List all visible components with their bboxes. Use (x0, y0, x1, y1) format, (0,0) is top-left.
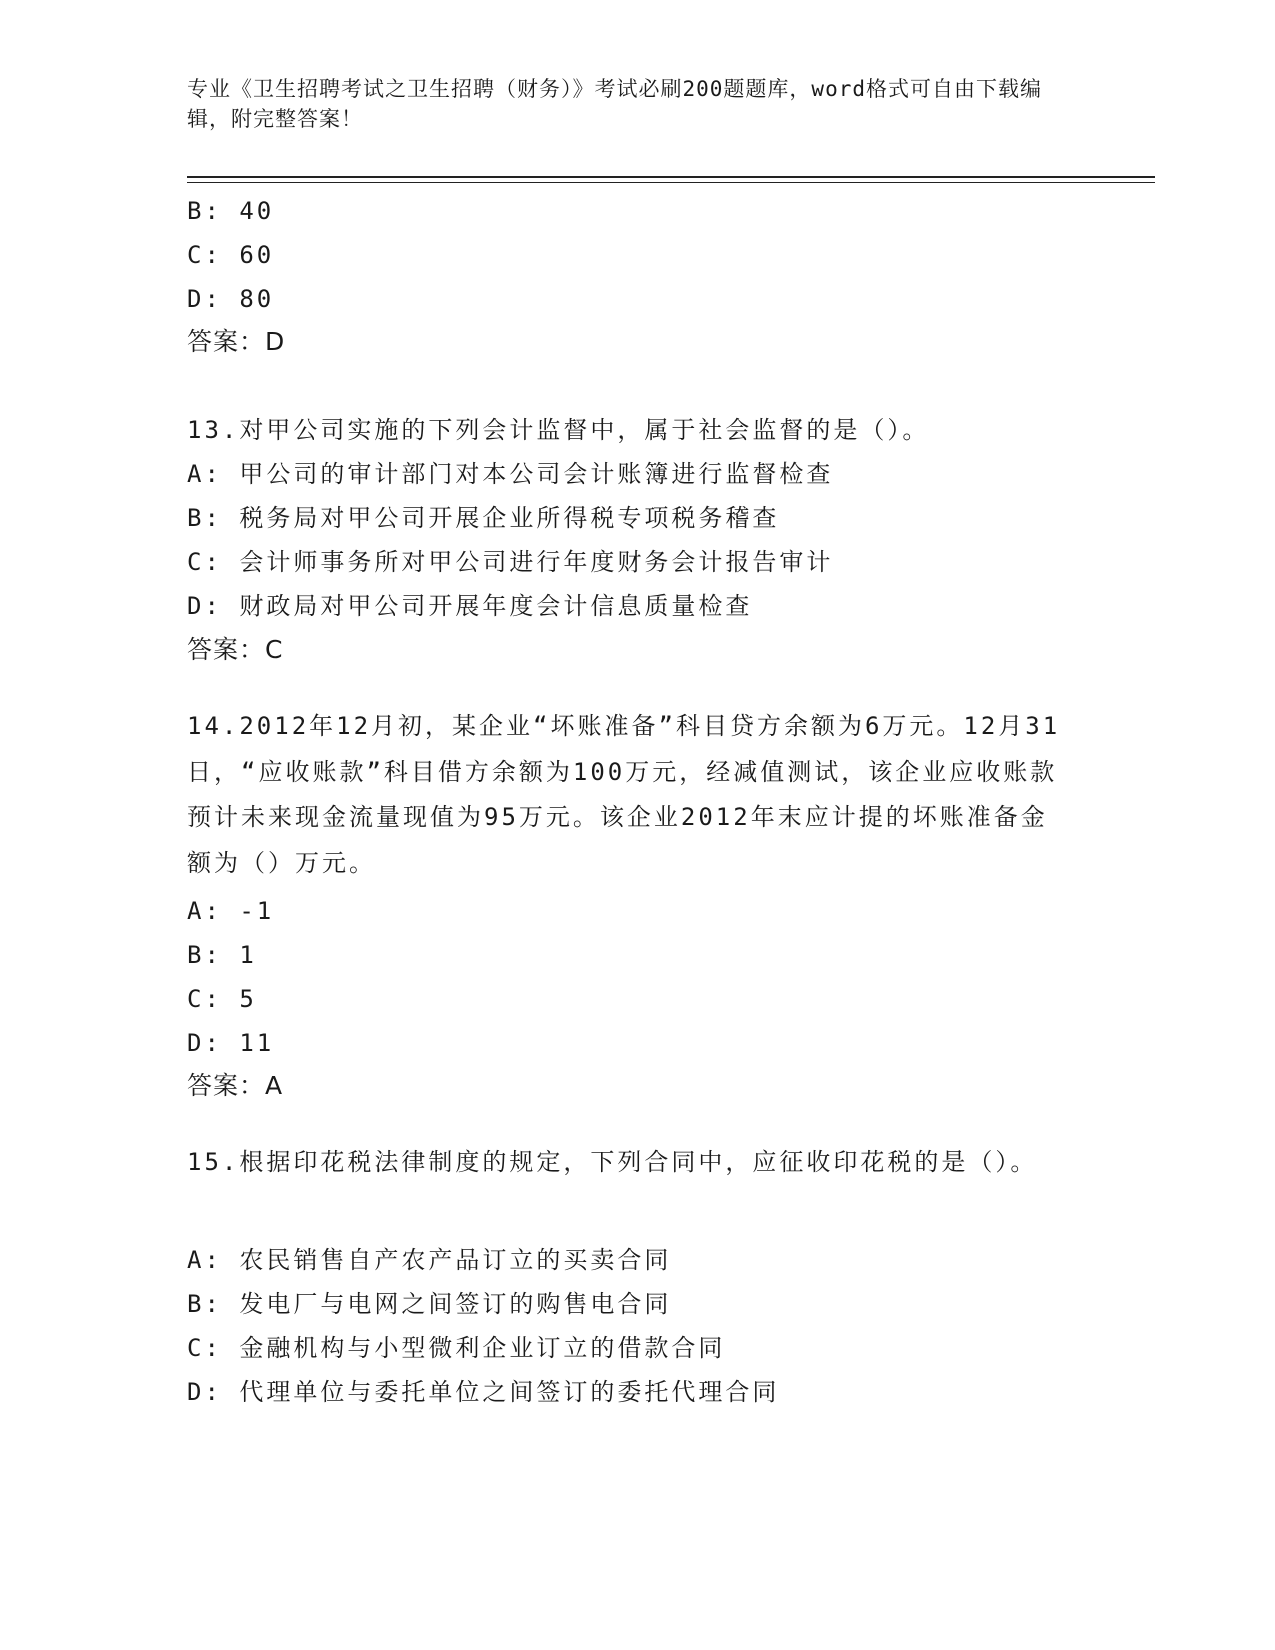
q15-option-d: D: 代理单位与委托单位之间签订的委托代理合同 (187, 1378, 780, 1406)
q15-option-c: C: 金融机构与小型微利企业订立的借款合同 (187, 1334, 726, 1362)
q13-option-c: C: 会计师事务所对甲公司进行年度财务会计报告审计 (187, 548, 834, 576)
q14-option-a: A: -1 (187, 897, 275, 925)
q14-stem: 14.2012年12月初，某企业“坏账准备”科目贷方余额为6万元。12月31日，“应收账款”科目借方余额为100万元，经减值测试，该企业应收账款预计未来现金流量现值为95万元。该企业2012年末应计提的坏账准备金额为（）万元。 (187, 712, 1061, 877)
q15-option-b: B: 发电厂与电网之间签订的购售电合同 (187, 1290, 672, 1318)
q13-stem: 13.对甲公司实施的下列会计监督中，属于社会监督的是（）。 (187, 416, 930, 444)
q14-option-b: B: 1 (187, 941, 257, 969)
q13-option-a: A: 甲公司的审计部门对本公司会计账簿进行监督检查 (187, 460, 834, 488)
q14-answer: 答案：A (187, 1071, 284, 1100)
q15-stem: 15.根据印花税法律制度的规定，下列合同中，应征收印花税的是（）。 (187, 1148, 1038, 1176)
document-header: 专业《卫生招聘考试之卫生招聘（财务）》考试必刷200题题库，word格式可自由下载编辑，附完整答案！ (187, 77, 1042, 131)
q12-option-d: D: 80 (187, 285, 275, 313)
header-rule-thin (187, 182, 1155, 183)
q14-option-c: C: 5 (187, 985, 257, 1013)
q15-option-a: A: 农民销售自产农产品订立的买卖合同 (187, 1246, 672, 1274)
q14-option-d: D: 11 (187, 1029, 275, 1057)
q13-option-b: B: 税务局对甲公司开展企业所得税专项税务稽查 (187, 504, 780, 532)
q13-answer: 答案：C (187, 635, 284, 664)
q12-answer: 答案：D (187, 327, 286, 356)
q12-option-b: B: 40 (187, 197, 275, 225)
q13-option-d: D: 财政局对甲公司开展年度会计信息质量检查 (187, 592, 753, 620)
q12-option-c: C: 60 (187, 241, 275, 269)
header-rule-thick (187, 176, 1155, 178)
